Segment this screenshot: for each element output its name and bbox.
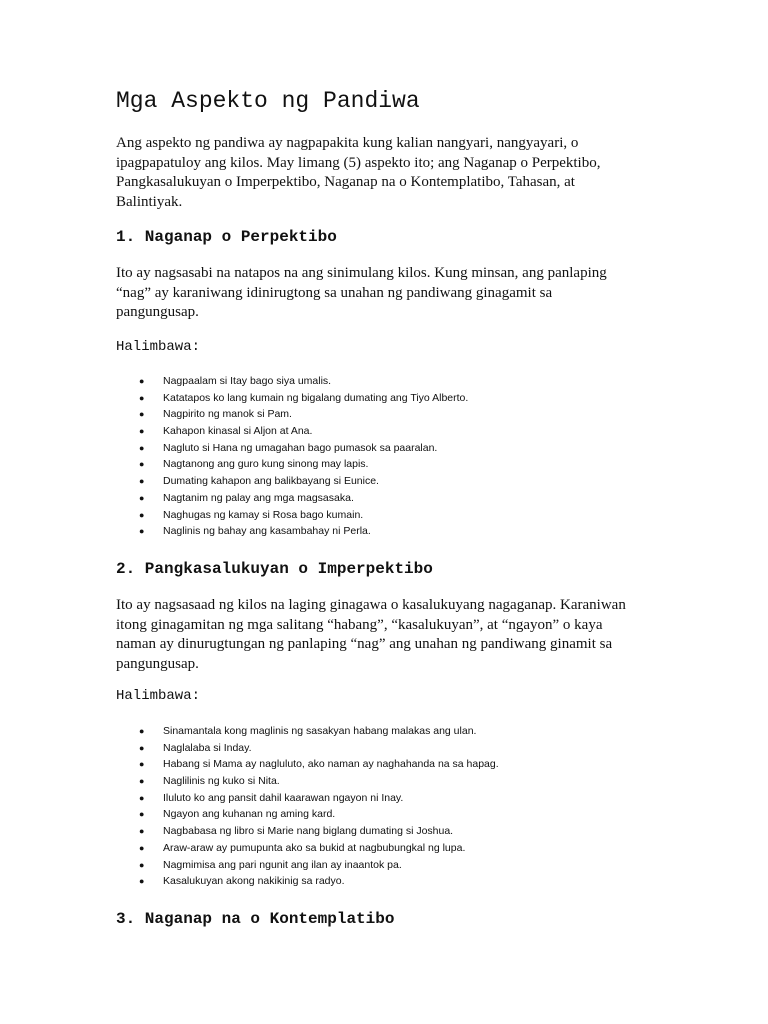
list-item-text: Sinamantala kong maglinis ng sasakyan habang malakas ang ulan. bbox=[163, 725, 477, 737]
bullet-icon: ● bbox=[139, 492, 145, 503]
description-line: Ito ay nagsasabi na natapos na ang sinimulang kilos. Kung minsan, ang panlaping bbox=[116, 265, 607, 281]
intro-line: ipagpapatuloy ang kilos. May limang (5) aspekto ito; ang Naganap o Perpektibo, bbox=[116, 154, 601, 171]
list-item bbox=[0, 740, 768, 757]
list-item bbox=[0, 373, 768, 390]
bullet-icon: ● bbox=[139, 509, 145, 520]
bullet-icon: ● bbox=[139, 392, 145, 403]
list-item-text: Ngayon ang kuhanan ng aming kard. bbox=[163, 808, 336, 821]
list-item-text: Naglalaba si Inday. bbox=[163, 741, 252, 754]
section-heading-imperpektibo: 2. Pangkasalukuyan o Imperpektibo bbox=[116, 560, 433, 578]
list-item-text: Nagtanong ang guro kung sinong may lapis. bbox=[163, 458, 369, 471]
examples-list-imperpektibo bbox=[0, 723, 768, 890]
list-item-text: Araw-araw ay pumupunta ako sa bukid at nagbubungkal ng lupa. bbox=[163, 841, 466, 854]
intro-line: Balintiyak. bbox=[116, 193, 183, 210]
list-item-text: Nagluto si Hana ng umagahan bago pumasok sa paaralan. bbox=[163, 441, 438, 454]
intro-paragraph bbox=[116, 134, 656, 212]
bullet-icon: ● bbox=[139, 809, 145, 820]
section-description-imperpektibo bbox=[116, 596, 656, 674]
list-item-text: Kasalukuyan akong nakikinig sa radyo. bbox=[163, 875, 345, 888]
bullet-icon: ● bbox=[139, 776, 145, 787]
description-line: itong ginagamitan ng mga salitang “habang”, “kasalukuyan”, at “ngayon” o kaya bbox=[116, 616, 603, 633]
bullet-icon: ● bbox=[139, 859, 145, 870]
list-item bbox=[0, 523, 768, 540]
bullet-icon: ● bbox=[139, 459, 145, 470]
bullet-icon: ● bbox=[139, 526, 145, 537]
intro-line: Pangkasalukuyan o Imperpektibo, Naganap na o Kontemplatibo, Tahasan, at bbox=[116, 174, 575, 190]
list-item-text: Katatapos ko lang kumain ng bigalang dumating ang Tiyo Alberto. bbox=[163, 391, 469, 404]
bullet-icon: ● bbox=[139, 376, 145, 386]
bullet-icon: ● bbox=[139, 842, 145, 853]
examples-label-imperpektibo: Halimbawa: bbox=[116, 688, 201, 704]
list-item-text: Nagpaalam si Itay bago siya umalis. bbox=[163, 375, 332, 387]
section-heading-kontemplatibo: 3. Naganap na o Kontemplatibo bbox=[116, 910, 395, 928]
list-item bbox=[0, 490, 768, 507]
examples-label-perpektibo: Halimbawa: bbox=[116, 339, 201, 355]
list-item bbox=[0, 456, 768, 473]
bullet-icon: ● bbox=[139, 426, 145, 437]
bullet-icon: ● bbox=[139, 826, 145, 837]
description-line: pangungusap. bbox=[116, 655, 199, 672]
list-item bbox=[0, 390, 768, 407]
description-line: naman ay dinurugtungan ng panlaping “nag” ang unahan ng pandiwang ginamit sa bbox=[116, 636, 613, 652]
section-description-perpektibo bbox=[116, 264, 656, 323]
list-item-text: Habang si Mama ay nagluluto, ako naman ay naghahanda na sa hapag. bbox=[163, 758, 499, 771]
list-item bbox=[0, 756, 768, 773]
list-item-text: Kahapon kinasal si Aljon at Ana. bbox=[163, 425, 313, 438]
list-item-text: Naglinis ng bahay ang kasambahay ni Perla. bbox=[163, 525, 371, 538]
bullet-icon: ● bbox=[139, 759, 145, 770]
list-item bbox=[0, 406, 768, 423]
intro-line: Ang aspekto ng pandiwa ay nagpapakita kung kalian nangyari, nangyayari, o bbox=[116, 135, 579, 151]
description-line: “nag” ay karaniwang idinirugtong sa unahan ng pandiwang ginagamit sa bbox=[116, 284, 553, 301]
section-heading-perpektibo: 1. Naganap o Perpektibo bbox=[116, 228, 337, 246]
list-item bbox=[0, 440, 768, 457]
list-item bbox=[0, 723, 768, 740]
bullet-icon: ● bbox=[139, 792, 145, 803]
description-line: Ito ay nagsasaad ng kilos na laging ginagawa o kasalukuyang nagaganap. Karaniwan bbox=[116, 597, 626, 613]
bullet-icon: ● bbox=[139, 742, 145, 753]
bullet-icon: ● bbox=[139, 726, 145, 736]
list-item bbox=[0, 773, 768, 790]
bullet-icon: ● bbox=[139, 476, 145, 487]
list-item-text: Naghugas ng kamay si Rosa bago kumain. bbox=[163, 508, 364, 521]
list-item bbox=[0, 790, 768, 807]
list-item bbox=[0, 823, 768, 840]
bullet-icon: ● bbox=[139, 442, 145, 453]
bullet-icon: ● bbox=[139, 409, 145, 420]
list-item-text: Dumating kahapon ang balikbayang si Eunice. bbox=[163, 475, 379, 488]
bullet-icon: ● bbox=[139, 876, 145, 887]
list-item-text: Naglilinis ng kuko si Nita. bbox=[163, 775, 280, 788]
description-line: pangungusap. bbox=[116, 304, 199, 320]
list-item bbox=[0, 840, 768, 857]
list-item bbox=[0, 873, 768, 890]
examples-list-perpektibo bbox=[0, 373, 768, 540]
list-item bbox=[0, 507, 768, 524]
list-item-text: Nagtanim ng palay ang mga magsasaka. bbox=[163, 491, 354, 504]
list-item-text: Nagpirito ng manok si Pam. bbox=[163, 408, 292, 421]
page-title: Mga Aspekto ng Pandiwa bbox=[116, 88, 420, 114]
list-item bbox=[0, 423, 768, 440]
list-item bbox=[0, 857, 768, 874]
list-item-text: Nagbabasa ng libro si Marie nang biglang dumating si Joshua. bbox=[163, 825, 454, 838]
list-item bbox=[0, 806, 768, 823]
list-item-text: Iluluto ko ang pansit dahil kaarawan ngayon ni Inay. bbox=[163, 791, 404, 804]
list-item bbox=[0, 473, 768, 490]
list-item-text: Nagmimisa ang pari ngunit ang ilan ay inaantok pa. bbox=[163, 858, 402, 871]
